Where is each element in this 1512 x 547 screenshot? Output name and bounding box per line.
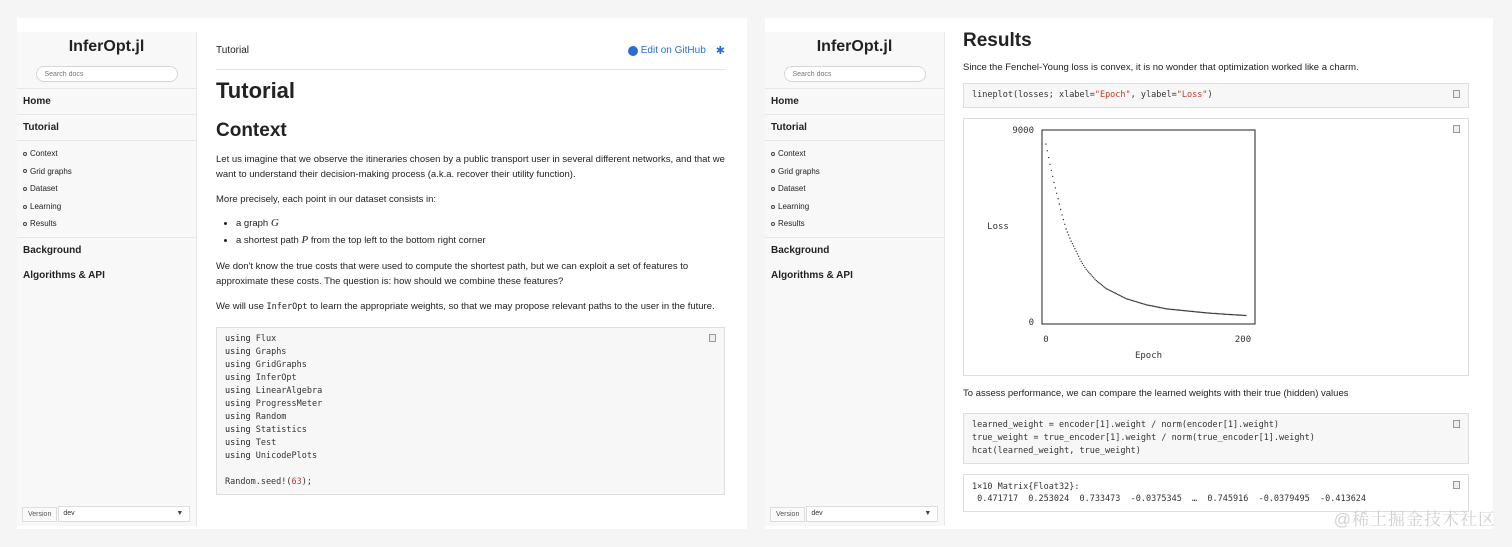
code-keyword: using [225,347,251,357]
code-block[interactable]: using Flux using Graphs using GridGraphs using InferOpt using LinearAlgebra using ProgressMeter using Random using Statistics using Test using UnicodePlots Random.seed!(63); [216,327,725,495]
plot-point [1122,296,1123,297]
right-docs-panel [765,18,1493,529]
plot-point [1225,314,1226,315]
plot-point [1099,283,1100,284]
plot-point [1212,313,1213,314]
plot-point [1087,270,1088,271]
x-tick-label: 0 [1043,335,1049,345]
plot-point [1077,253,1078,254]
plot-point [1112,291,1113,292]
plot-point [1230,314,1231,315]
page-title: Tutorial [216,78,296,103]
plot-point [1224,314,1225,315]
breadcrumb[interactable]: Tutorial [216,45,249,56]
sidebar-item-home[interactable]: Home [23,96,51,107]
plot-point [1146,304,1147,305]
paragraph: We will use InferOpt to learn the appropriate weights, so that we may propose relevant paths to the user in the future. [216,301,715,312]
plot-point [1092,276,1093,277]
plot-point [1174,309,1175,310]
plot-point [1078,256,1079,257]
plot-point [1108,289,1109,290]
brand-title[interactable]: InferOpt.jl [816,38,893,55]
sidebar-subitem-dataset[interactable]: Dataset [771,180,944,198]
code-package: InferOpt [255,373,297,383]
copy-icon[interactable] [709,334,716,342]
plot-point [1173,309,1174,310]
plot-point [1159,307,1160,308]
plot-point [1158,307,1159,308]
plot-point [1059,203,1060,204]
plot-point [1227,314,1228,315]
bullet-icon [23,169,27,173]
plot-point [1186,310,1187,311]
plot-point [1064,224,1065,225]
plot-point [1131,300,1132,301]
code-keyword: using [225,438,251,448]
plot-point [1149,305,1150,306]
plot-point [1197,311,1198,312]
plot-point [1107,289,1108,290]
plot-point [1118,294,1119,295]
plot-point [1222,313,1223,314]
plot-point [1217,313,1218,314]
plot-point [1213,313,1214,314]
copy-icon[interactable] [1453,420,1460,428]
sidebar-item-tutorial[interactable]: Tutorial [765,114,944,141]
plot-point [1073,246,1074,247]
plot-point [1166,308,1167,309]
plot-point [1192,311,1193,312]
sidebar [765,32,945,526]
copy-icon[interactable] [1453,90,1460,98]
plot-point [1244,315,1245,316]
code-package: Graphs [255,347,287,357]
left-docs-panel [17,18,747,529]
plot-point [1154,306,1155,307]
plot-point [1135,301,1136,302]
plot-point [1097,281,1098,282]
sidebar-subitem-dataset[interactable]: Dataset [23,180,196,198]
plot-point [1098,282,1099,283]
version-select[interactable]: dev ▼ [58,506,190,522]
plot-point [1207,312,1208,313]
plot-point [1239,314,1240,315]
plot-point [1147,304,1148,305]
plot-point [1220,313,1221,314]
main-content [963,18,1469,529]
code-package: Random [255,412,287,422]
plot-point [1119,295,1120,296]
loss-lineplot [964,119,1468,375]
watermark: @稀土掘金技术社区 [1333,510,1496,529]
plot-point [1237,314,1238,315]
plot-point [1130,299,1131,300]
plot-point [1210,313,1211,314]
plot-point [1102,285,1103,286]
plot-point [1114,292,1115,293]
code-keyword: using [225,360,251,370]
plot-point [1055,187,1056,188]
code-package: Statistics [255,425,307,435]
tutorial-subsections [765,141,944,238]
plot-point [1180,310,1181,311]
bullet-icon [771,222,775,226]
plot-point [1152,305,1153,306]
search-input[interactable] [36,66,178,82]
plot-point [1140,302,1141,303]
plot-point [1047,150,1048,151]
plot-point [1051,170,1052,171]
plot-point [1178,309,1179,310]
plot-point [1190,311,1191,312]
copy-icon[interactable] [1453,481,1460,489]
plot-point [1111,291,1112,292]
plot-point [1177,309,1178,310]
plot-point [1127,299,1128,300]
bullet-list [216,215,725,249]
code-keyword: using [225,425,251,435]
plot-point [1113,292,1114,293]
plot-point [1133,300,1134,301]
plot-point [1214,313,1215,314]
output-block: 1×10 Matrix{Float32}: 0.471717 0.253024 0.733473 -0.0375345 … 0.745916 -0.0379495 -0.413624 [963,474,1469,512]
sidebar-subitem-grid-graphs[interactable]: Grid graphs [23,163,196,181]
plot-point [1124,298,1125,299]
plot-point [1079,258,1080,259]
plot-point [1181,310,1182,311]
version-label: Version [22,507,57,522]
plot-point [1245,315,1246,316]
gear-icon[interactable]: ✱ [715,45,725,57]
version-select[interactable]: dev ▼ [806,506,938,522]
version-selector [770,506,938,522]
plot-point [1226,314,1227,315]
plot-point [1086,269,1087,270]
plot-point [1198,311,1199,312]
plot-point [1211,313,1212,314]
bullet-icon [771,169,775,173]
plot-point [1116,293,1117,294]
plot-point [1200,312,1201,313]
bullet-icon [23,187,27,191]
plot-point [1151,305,1152,306]
plot-point [1238,314,1239,315]
plot-point [1121,296,1122,297]
plot-point [1081,261,1082,262]
chevron-down-icon: ▼ [176,510,184,517]
plot-point [1233,314,1234,315]
main-content [216,32,725,529]
version-selector [22,506,190,522]
plot-point [1242,315,1243,316]
plot-point [1093,277,1094,278]
loss-plot-output [963,118,1469,376]
plot-point [1141,303,1142,304]
list-item: • a shortest path P from the top left to the bottom right corner [236,232,725,249]
plot-point [1101,284,1102,285]
tutorial-subsections [17,141,196,238]
plot-point [1072,243,1073,244]
plot-point [1205,312,1206,313]
plot-point [1194,311,1195,312]
y-tick-label: 0 [1028,318,1034,328]
code-package: UnicodePlots [255,451,318,461]
bullet-icon [23,205,27,209]
plot-point [1199,312,1200,313]
paragraph: Since the Fenchel-Young loss is convex, it is no wonder that optimization worked like a charm. [963,62,1359,73]
sidebar-subitem-learning[interactable]: Learning [771,198,944,216]
plot-point [1160,307,1161,308]
bullet-icon [771,205,775,209]
plot-point [1187,310,1188,311]
paragraph: To assess performance, we can compare the learned weights with their true (hidden) values [963,388,1349,399]
sidebar-subitem-learning[interactable]: Learning [23,198,196,216]
plot-frame [1042,130,1255,324]
search-input[interactable] [784,66,926,82]
plot-point [1065,228,1066,229]
sidebar-item-algorithms[interactable]: Algorithms & API [23,269,105,281]
plot-point [1143,303,1144,304]
plot-point [1184,310,1185,311]
plot-point [1045,143,1046,144]
brand-title[interactable]: InferOpt.jl [68,38,145,55]
sidebar [17,32,197,526]
code-keyword: using [225,451,251,461]
section-heading-results: Results [963,30,1032,51]
plot-point [1219,313,1220,314]
plot-point [1164,308,1165,309]
code-package: LinearAlgebra [255,386,323,396]
plot-point [1096,280,1097,281]
y-tick-label: 9000 [1012,126,1034,136]
copy-icon[interactable] [1453,125,1460,133]
paragraph: We don't know the true costs that were used to compute the shortest path, but we can exploit a set of features to approximate these costs. The question is: how should we combine these features? [216,261,689,287]
code-block[interactable]: lineplot(losses; xlabel="Epoch", ylabel="Loss") [963,83,1469,108]
plot-point [1179,310,1180,311]
plot-point [1088,272,1089,273]
bullet-icon [23,222,27,226]
sidebar-subitem-results[interactable]: Results [23,215,196,233]
plot-point [1074,248,1075,249]
plot-point [1161,307,1162,308]
topbar [216,32,725,70]
plot-point [1094,279,1095,280]
version-label: Version [770,507,805,522]
plot-point [1169,309,1170,310]
sidebar-subitem-grid-graphs[interactable]: Grid graphs [771,163,944,181]
plot-point [1104,287,1105,288]
plot-point [1145,304,1146,305]
sidebar-subitem-results[interactable]: Results [771,215,944,233]
sidebar-item-algorithms[interactable]: Algorithms & API [771,269,853,281]
code-block[interactable]: learned_weight = encoder[1].weight / norm(encoder[1].weight) true_weight = true_encoder[1].weight / norm(true_encoder[1].weight) hcat(learned_weight, true_weight) [963,413,1469,464]
plot-point [1056,193,1057,194]
plot-point [1057,198,1058,199]
plot-point [1193,311,1194,312]
plot-point [1069,237,1070,238]
code-package: Test [255,438,277,448]
sidebar-item-home[interactable]: Home [771,96,799,107]
plot-point [1167,308,1168,309]
chevron-down-icon: ▼ [924,510,932,517]
plot-point [1049,164,1050,165]
list-item: • a graph G [236,215,725,232]
plot-point [1172,309,1173,310]
plot-point [1136,301,1137,302]
paragraph: Let us imagine that we observe the itineraries chosen by a public transport user in several different networks, and that we want to understand their decision-making process (a.k.a. recover their utility function). [216,154,725,180]
bullet-icon [771,152,775,156]
plot-point [1156,306,1157,307]
plot-point [1063,219,1064,220]
plot-point [1084,267,1085,268]
plot-point [1153,306,1154,307]
plot-point [1137,302,1138,303]
plot-point [1060,209,1061,210]
plot-point [1070,241,1071,242]
x-axis-label: Epoch [1134,351,1163,361]
plot-point [1068,234,1069,235]
code-keyword: using [225,334,251,344]
plot-point [1067,231,1068,232]
plot-point [1052,176,1053,177]
code-package: Flux [255,334,277,344]
code-keyword: using [225,373,251,383]
sidebar-item-tutorial[interactable]: Tutorial [17,114,196,141]
plot-point [1235,314,1236,315]
code-keyword: using [225,399,251,409]
plot-point [1191,311,1192,312]
plot-point [1185,310,1186,311]
sidebar-item-background[interactable]: Background [23,244,82,256]
plot-point [1109,290,1110,291]
sidebar-item-background[interactable]: Background [771,244,830,256]
plot-point [1132,300,1133,301]
edit-on-github-link[interactable]: Edit on GitHub [628,45,706,56]
plot-point [1204,312,1205,313]
plot-point [1076,251,1077,252]
paragraph: More precisely, each point in our dataset consists in: [216,194,437,205]
plot-point [1103,286,1104,287]
plot-point [1142,303,1143,304]
sidebar-subitem-context[interactable]: Context [771,145,944,163]
plot-point [1061,214,1062,215]
plot-point [1048,157,1049,158]
bullet-icon [23,152,27,156]
plot-point [1083,265,1084,266]
x-tick-label: 200 [1234,335,1252,345]
y-axis-label: Loss [987,222,1009,232]
code-keyword: using [225,412,251,422]
section-heading-context: Context [216,120,287,141]
plot-point [1231,314,1232,315]
code-keyword: using [225,386,251,396]
github-icon [628,46,638,56]
plot-point [1123,297,1124,298]
plot-point [1126,298,1127,299]
plot-point [1240,315,1241,316]
plot-point [1218,313,1219,314]
plot-point [1106,288,1107,289]
code-package: ProgressMeter [255,399,323,409]
plot-point [1117,294,1118,295]
plot-point [1201,312,1202,313]
plot-point [1128,299,1129,300]
bullet-icon [771,187,775,191]
plot-point [1165,308,1166,309]
plot-point [1138,302,1139,303]
code-package: GridGraphs [255,360,307,370]
plot-point [1206,312,1207,313]
plot-point [1091,274,1092,275]
plot-point [1053,182,1054,183]
plot-point [1232,314,1233,315]
plot-point [1082,263,1083,264]
sidebar-subitem-context[interactable]: Context [23,145,196,163]
plot-point [1089,273,1090,274]
plot-point [1171,309,1172,310]
